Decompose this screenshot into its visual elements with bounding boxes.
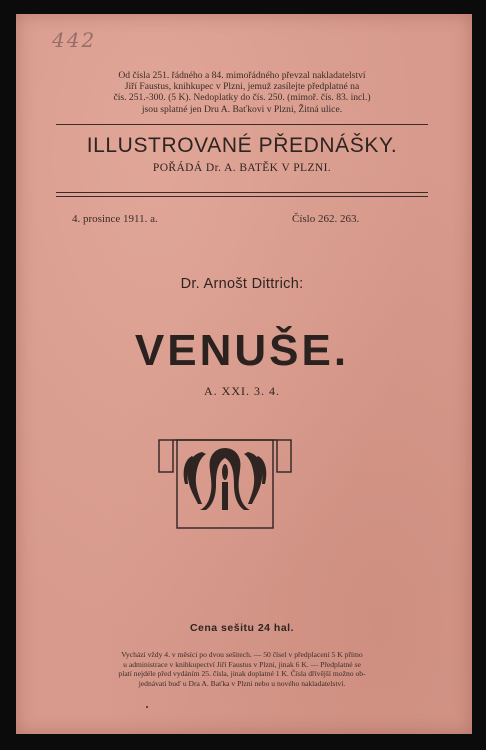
art-nouveau-ornament-icon	[158, 438, 292, 530]
lecture-title: VENUŠE.	[134, 326, 350, 375]
pamphlet-cover	[16, 14, 472, 734]
footer-line: jednávati buď u Dra A. Baťka v Plzni nebo u nového nakladatelství.	[138, 678, 346, 688]
author-name: Dr. Arnošt Dittrich:	[180, 276, 304, 292]
handwritten-note: 442	[52, 28, 97, 52]
issue-date: 4. prosince 1911. a.	[72, 213, 158, 225]
notice-line: čís. 251.-300. (5 K). Nedoplatky do čís. 250. (mimoř. čís. 83. incl.)	[113, 92, 371, 104]
series-subtitle: POŘÁDÁ Dr. A. BATĚK V PLZNI.	[152, 162, 332, 174]
issue-number: Číslo 262. 263.	[292, 213, 360, 225]
footer-line: u administrace v knihkupectví Jiří Faustus v Plzni, jinak 6 K. — Předplatné se	[123, 659, 361, 669]
publisher-notice	[56, 70, 428, 115]
footer-line: Vychází vždy 4. v měsíci po dvou sešitech. — 50 čísel v předplacení 5 K přímo	[121, 650, 363, 659]
subscription-info	[62, 650, 422, 688]
notice-line: Jiří Faustus, knihkupec v Plzni, jemuž zasílejte předplatné na	[124, 81, 360, 93]
series-divider	[56, 192, 428, 193]
catalog-code: A. XXI. 3. 4.	[204, 384, 280, 398]
series-title: ILLUSTROVANÉ PŘEDNÁŠKY.	[86, 134, 398, 157]
footer-line: platí nejdéle před vydáním 25. čísla, jinak doplatné 1 K. Čísla dřívější možno ob-	[118, 669, 366, 679]
price-label: Cena sešitu 24 hal.	[189, 622, 295, 634]
top-divider	[56, 124, 428, 125]
ink-speck	[146, 706, 148, 708]
notice-line: Od čísla 251. řádného a 84. mimořádného převzal nakladatelství	[118, 70, 366, 81]
notice-line: jsou splatné jen Dru A. Baťkovi v Plzni, Žitná ulice.	[141, 103, 343, 115]
series-divider-thin	[56, 196, 428, 197]
